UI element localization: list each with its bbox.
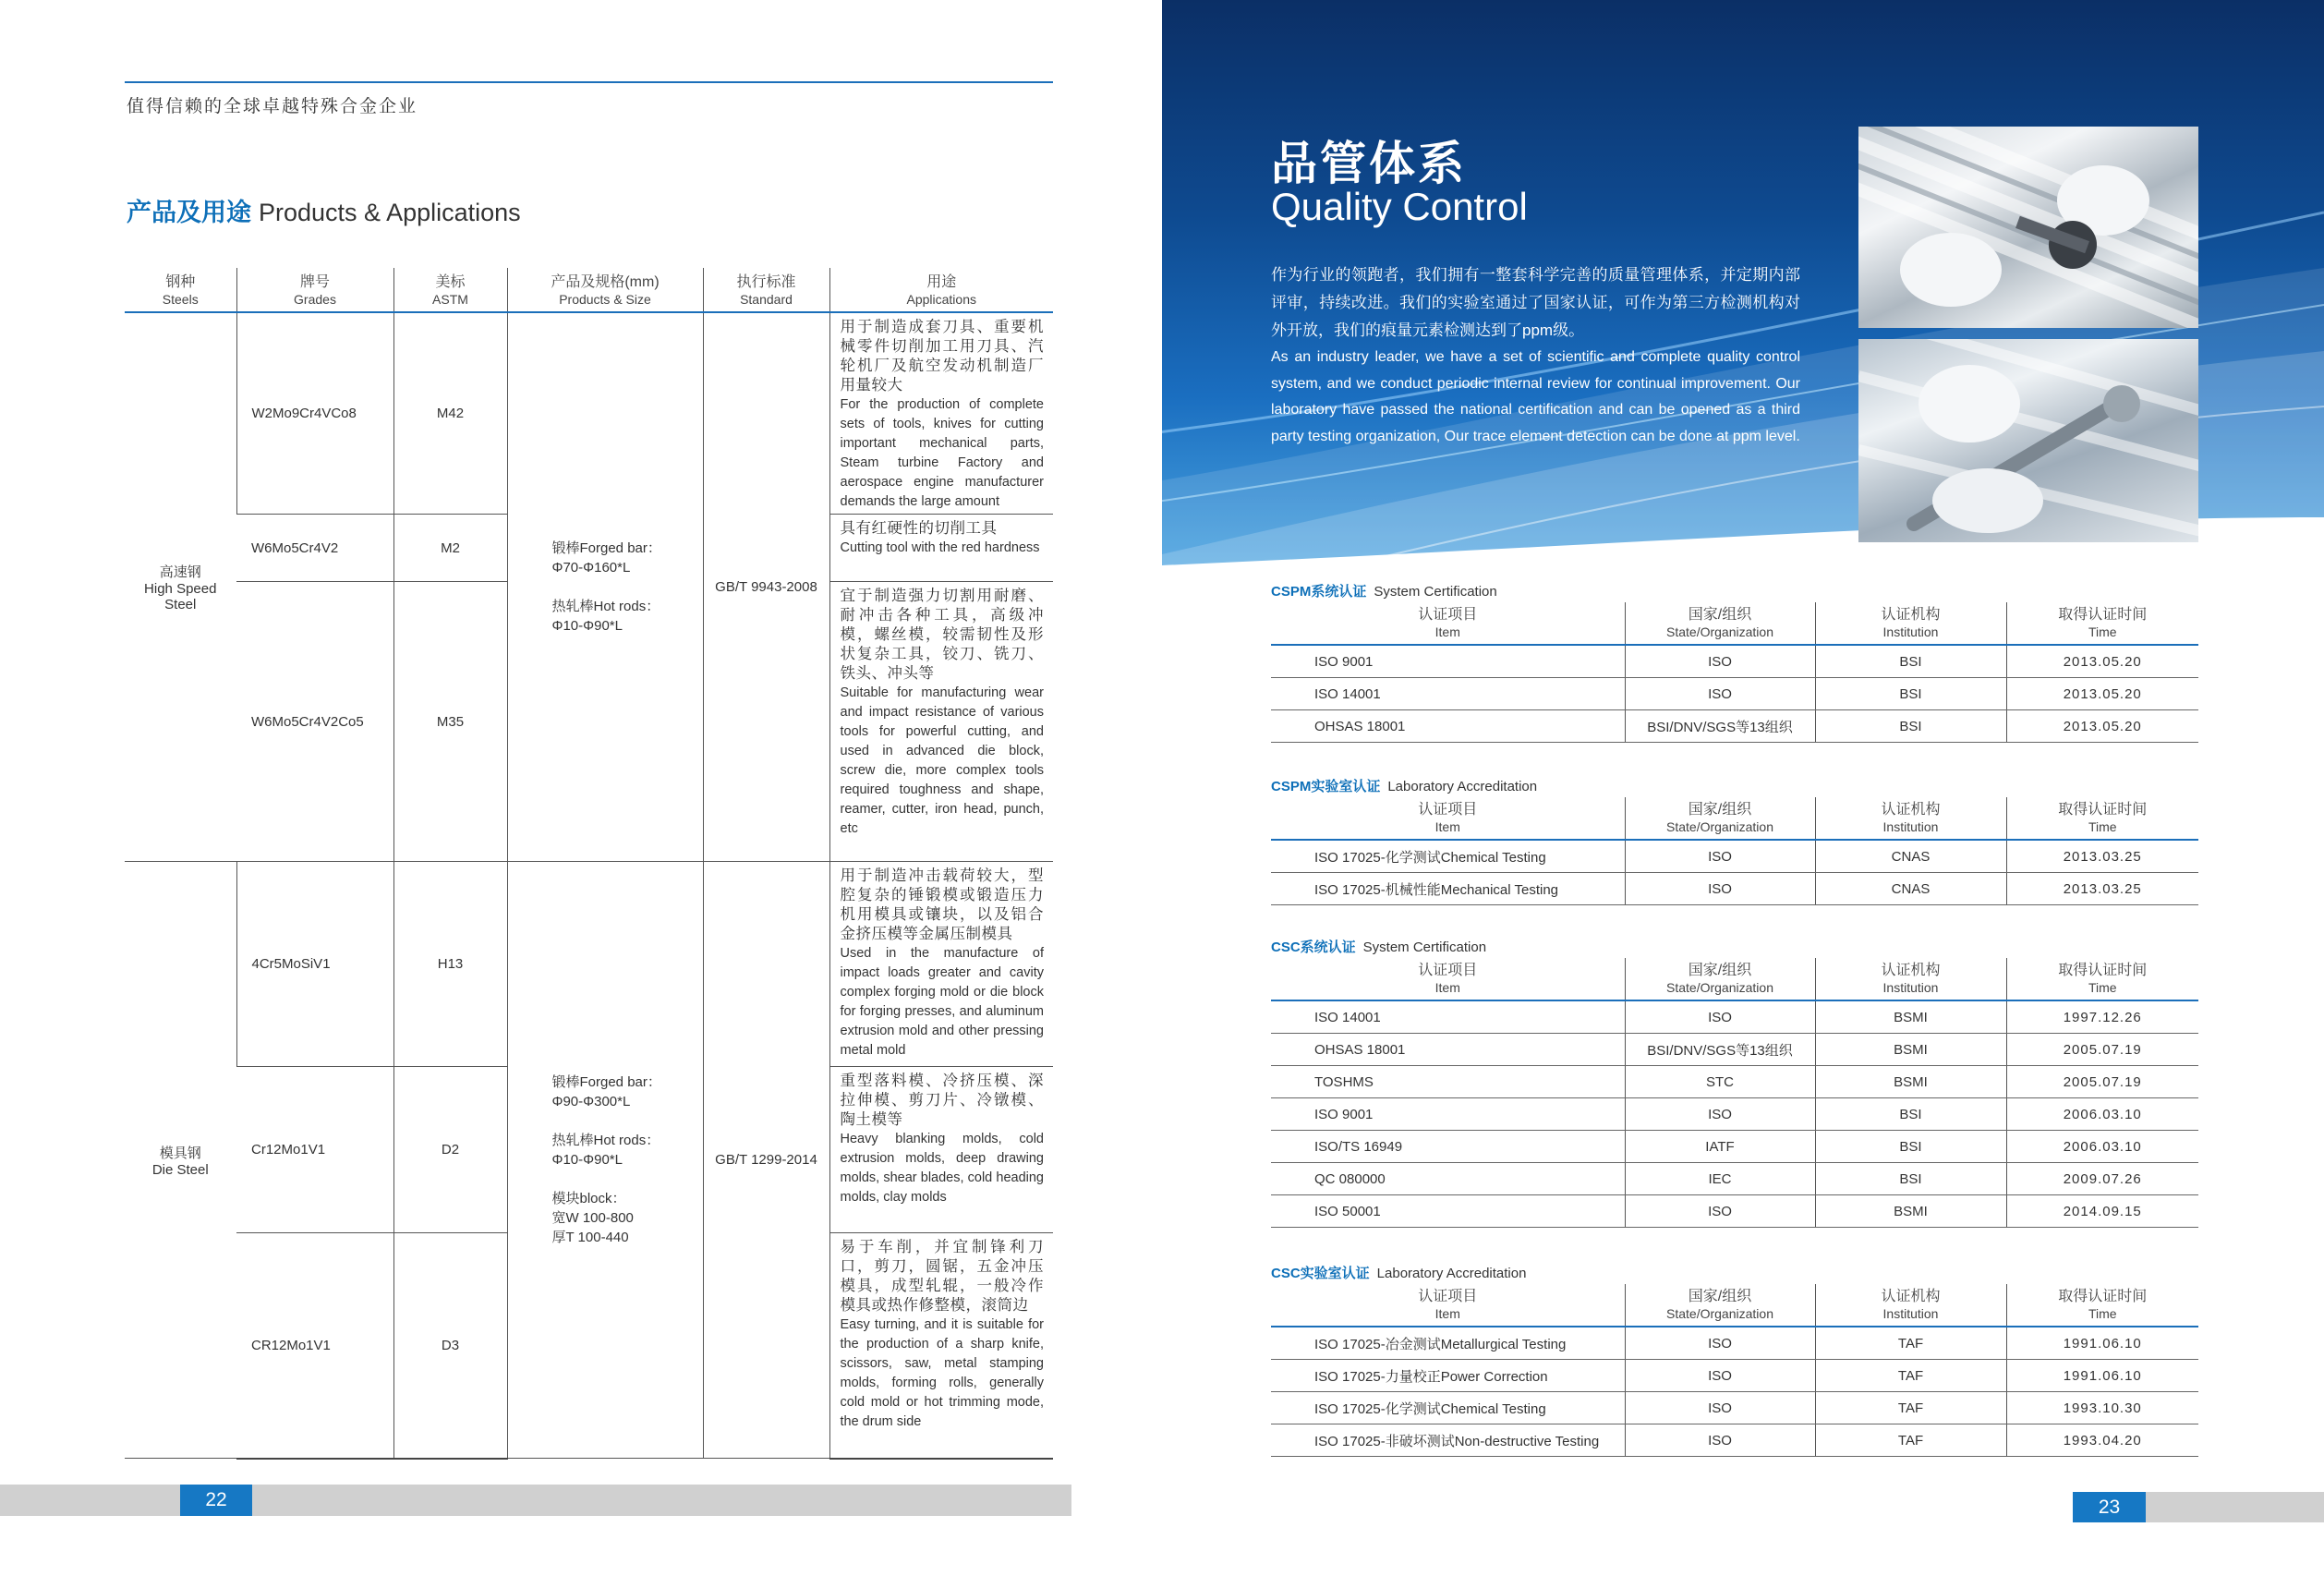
steel-type-cell: 模具钢 Die Steel [125, 862, 236, 1459]
company-tagline: 值得信赖的全球卓越特殊合金企业 [127, 97, 418, 116]
table-row: ISO 14001 ISO BSI 2013.05.20 [1271, 678, 2198, 710]
table-row: ISO 50001 ISO BSMI 2014.09.15 [1271, 1195, 2198, 1228]
table-row: ISO 17025-机械性能Mechanical Testing ISO CNAS 2013.03.25 [1271, 873, 2198, 905]
size-cell: 锻棒Forged bar： Φ70-Φ160*L 热轧棒Hot rods： Φ10-Φ90*L [507, 312, 703, 862]
table-row: ISO 17025-力量校正Power Correction ISO TAF 1991.06.10 [1271, 1360, 2198, 1392]
astm-cell: D2 [393, 1067, 507, 1233]
astm-cell: H13 [393, 862, 507, 1067]
grade-cell: 4Cr5MoSiV1 [236, 862, 393, 1067]
page-number: 23 [2073, 1492, 2146, 1522]
quality-title-cn: 品管体系 [1271, 138, 1467, 189]
application-cell: 用于制造成套刀具、重要机械零件切削加工用刀具、汽轮机厂及航空发动机制造厂用量较大 For the production of complete sets of tools, knives for cutting important mechanical parts, Steam turbine Factory and aerospace engine manufacturer demands the large amount [829, 312, 1053, 515]
section-title [127, 192, 521, 228]
micrometer-photo [1858, 127, 2198, 328]
page-footer-bar [0, 1485, 1071, 1516]
products-table [125, 268, 1053, 1460]
astm-cell: M35 [393, 582, 507, 862]
cert-title-csc-system: CSC系统认证 System Certification [1271, 939, 1487, 955]
table-row [125, 312, 1053, 515]
table-row: ISO 17025-化学测试Chemical Testing ISO TAF 1993.10.30 [1271, 1392, 2198, 1424]
page-number: 22 [180, 1485, 252, 1516]
cert-title-csc-lab: CSC实验室认证 Laboratory Accreditation [1271, 1266, 1527, 1281]
quality-description [1271, 261, 1800, 450]
grade-cell: W6Mo5Cr4V2Co5 [236, 582, 393, 862]
cert-table-csc-lab [1271, 1284, 2198, 1457]
astm-cell: M2 [393, 515, 507, 582]
grade-cell: W2Mo9Cr4VCo8 [236, 312, 393, 515]
table-row: OHSAS 18001 BSI/DNV/SGS等13组织 BSMI 2005.07.19 [1271, 1034, 2198, 1066]
cert-table-cspm-lab [1271, 797, 2198, 905]
cert-header-row: 认证项目 Item 国家/组织 State/Organization 认证机构 Institution 取得认证时间 Time [1271, 1284, 2198, 1327]
header-rule [125, 81, 1053, 83]
section-title-cn: 产品及用途 [127, 199, 251, 226]
application-cell: 宜于制造强力切割用耐磨、耐冲击各种工具，高级冲模，螺丝模，较需韧性及形状复杂工具，铰刀、铣刀、铁头、冲头等 Suitable for manufacturing wear and impact resistance of various tools for powerful cutting, and used in advanced die block, screw die, more complex tools required toughness and shape, reamer, cutter, iron head, punch, etc [829, 582, 1053, 862]
table-row: TOSHMS STC BSMI 2005.07.19 [1271, 1066, 2198, 1098]
application-cell: 用于制造冲击载荷较大，型腔复杂的锤锻模或锻造压力机用模具或镶块，以及铝合金挤压模等金属压制模具 Used in the manufacture of impact loads greater and cavity complex forging mold or die block for forging presses, and aluminum extrusion mold and other pressing metal mold [829, 862, 1053, 1067]
application-cell: 重型落料模、冷挤压模、深拉伸模、剪刀片、冷镦模、陶土模等 Heavy blanking molds, cold extrusion molds, deep drawing molds, shear blades, cold heading molds, clay molds [829, 1067, 1053, 1233]
table-row: QC 080000 IEC BSI 2009.07.26 [1271, 1163, 2198, 1195]
cert-title-cspm-system: CSPM系统认证 System Certification [1271, 584, 1497, 600]
grade-cell: Cr12Mo1V1 [236, 1067, 393, 1233]
cert-table-csc-system [1271, 958, 2198, 1228]
application-cell: 易于车削，并宜制锋利刀口，剪刀，圆锯，五金冲压模具，成型轧辊，一般冷作模具或热作修整模，滚筒边 Easy turning, and it is suitable for the production of a sharp knife, scissors, saw, metal stamping molds, forming rolls, generally cold mold or hot trimming mode, the drum side [829, 1233, 1053, 1459]
grade-cell: CR12Mo1V1 [236, 1233, 393, 1459]
header-standard: 执行标准 Standard [703, 268, 829, 312]
cert-header-row: 认证项目 Item 国家/组织 State/Organization 认证机构 Institution 取得认证时间 Time [1271, 797, 2198, 840]
grade-cell: W6Mo5Cr4V2 [236, 515, 393, 582]
cert-header-row: 认证项目 Item 国家/组织 State/Organization 认证机构 Institution 取得认证时间 Time [1271, 958, 2198, 1000]
header-applications: 用途 Applications [829, 268, 1053, 312]
standard-cell: GB/T 9943-2008 [703, 312, 829, 862]
quality-title-en: Quality Control [1271, 185, 1528, 228]
steel-type-cell: 高速钢 High Speed Steel [125, 312, 236, 862]
standard-cell: GB/T 1299-2014 [703, 862, 829, 1459]
astm-cell: M42 [393, 312, 507, 515]
table-row: OHSAS 18001 BSI/DNV/SGS等13组织 BSI 2013.05.20 [1271, 710, 2198, 743]
table-row: ISO/TS 16949 IATF BSI 2006.03.10 [1271, 1131, 2198, 1163]
header-grades: 牌号 Grades [236, 268, 393, 312]
astm-cell: D3 [393, 1233, 507, 1459]
description-cn: 作为行业的领跑者，我们拥有一整套科学完善的质量管理体系，并定期内部评审，持续改进。我们的实验室通过了国家认证，可作为第三方检测机构对外开放，我们的痕量元素检测达到了ppm级。 [1271, 266, 1800, 339]
description-en: As an industry leader, we have a set of scientific and complete quality control system, and we conduct periodic internal review for continual improvement. Our laboratory have passed the national certification and can be opened as a third party testing organization, Our trace element detection can be done at ppm level. [1271, 349, 1800, 444]
products-header-row [125, 268, 1053, 312]
table-row: ISO 9001 ISO BSI 2013.05.20 [1271, 645, 2198, 678]
table-row [125, 862, 1053, 1067]
cert-title-cspm-lab: CSPM实验室认证 Laboratory Accreditation [1271, 779, 1538, 794]
cert-table-cspm-system [1271, 602, 2198, 743]
header-astm: 美标 ASTM [393, 268, 507, 312]
table-row: ISO 14001 ISO BSMI 1997.12.26 [1271, 1000, 2198, 1034]
table-row: ISO 17025-冶金测试Metallurgical Testing ISO TAF 1991.06.10 [1271, 1327, 2198, 1360]
header-steels: 钢种 Steels [125, 268, 236, 312]
table-row: ISO 9001 ISO BSI 2006.03.10 [1271, 1098, 2198, 1131]
gauge-photo [1858, 339, 2198, 542]
table-row: ISO 17025-化学测试Chemical Testing ISO CNAS 2013.03.25 [1271, 840, 2198, 873]
application-cell: 具有红硬性的切削工具 Cutting tool with the red hardness [829, 515, 1053, 582]
section-title-en: Products & Applications [259, 199, 521, 226]
header-products-size: 产品及规格(mm) Products & Size [507, 268, 703, 312]
size-cell: 锻棒Forged bar： Φ90-Φ300*L 热轧棒Hot rods： Φ10-Φ90*L 模块block： 宽W 100-800 厚T 100-440 [507, 862, 703, 1459]
cert-header-row: 认证项目 Item 国家/组织 State/Organization 认证机构 Institution 取得认证时间 Time [1271, 602, 2198, 645]
table-row: ISO 17025-非破坏测试Non-destructive Testing ISO TAF 1993.04.20 [1271, 1424, 2198, 1457]
